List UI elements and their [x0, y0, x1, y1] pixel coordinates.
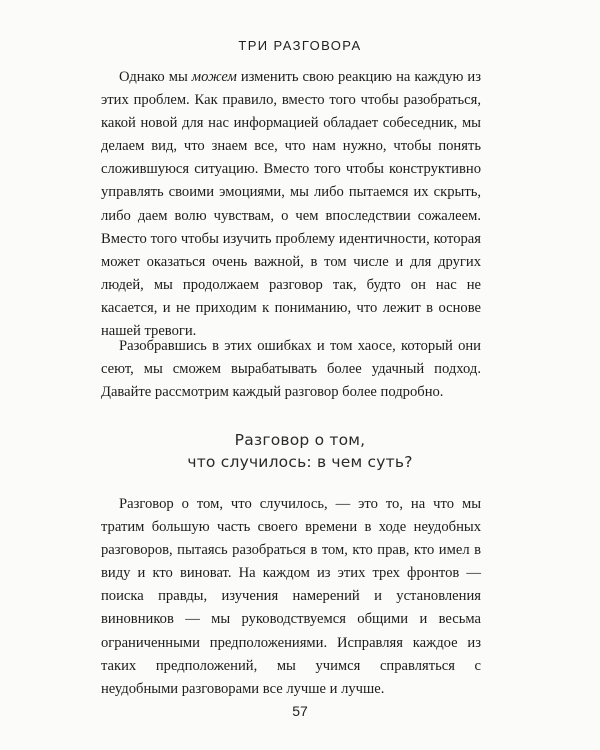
section-heading-line-1: Разговор о том,	[234, 431, 366, 449]
paragraph-2-block	[101, 335, 481, 404]
paragraph-3: Разговор о том, что случилось, — это то, на что мы тратим большую часть своего времени в ходе неудобных разговоров, пытаясь разобраться в том, кто прав, кто имел в виду и кто виноват. На каждом из этих трех фронтов — поиска правды, изучения намерений и установления виновников — мы руководствуемся общими и весьма ограниченными предположениями. Исправляя каждое из таких предположений, мы учимся справляться с неудобными разговорами все лучше и лучше.	[101, 496, 481, 697]
page-number: 57	[292, 703, 308, 719]
paragraph-1-block	[101, 66, 481, 343]
section-heading-line-2: что случилось: в чем суть?	[187, 453, 413, 471]
running-header: ТРИ РАЗГОВОРА	[238, 38, 362, 53]
paragraph-1	[101, 66, 481, 343]
paragraph-1-rest: изменить свою реакцию на каждую из этих проблем. Как правило, вместо того чтобы разобраться, какой новой для нас информацией обладает собеседник, мы делаем вид, что знаем все, что нам нужно, чтобы понять сложившуюся ситуацию. Вместо того чтобы конструктивно управлять своими эмоциями, мы либо пытаемся их скрыть, либо даем волю чувствам, о чем впоследствии сожалеем. Вместо того чтобы изучить проблему идентичности, которая может оказаться очень важной, в том числе и для других людей, мы продолжаем разговор так, будто он нас не касается, и не приходим к пониманию, что лежит в основе нашей тревоги.	[101, 69, 481, 340]
paragraph-3-block	[101, 493, 481, 701]
paragraph-1-lead: Однако мы	[119, 69, 192, 85]
paragraph-2: Разобравшись в этих ошибках и том хаосе, который они сеют, мы сможем вырабатывать более удачный подход. Давайте рассмотрим каждый разговор более подробно.	[101, 338, 481, 401]
paragraph-1-emphasis: можем	[191, 69, 237, 85]
section-heading	[0, 429, 600, 473]
